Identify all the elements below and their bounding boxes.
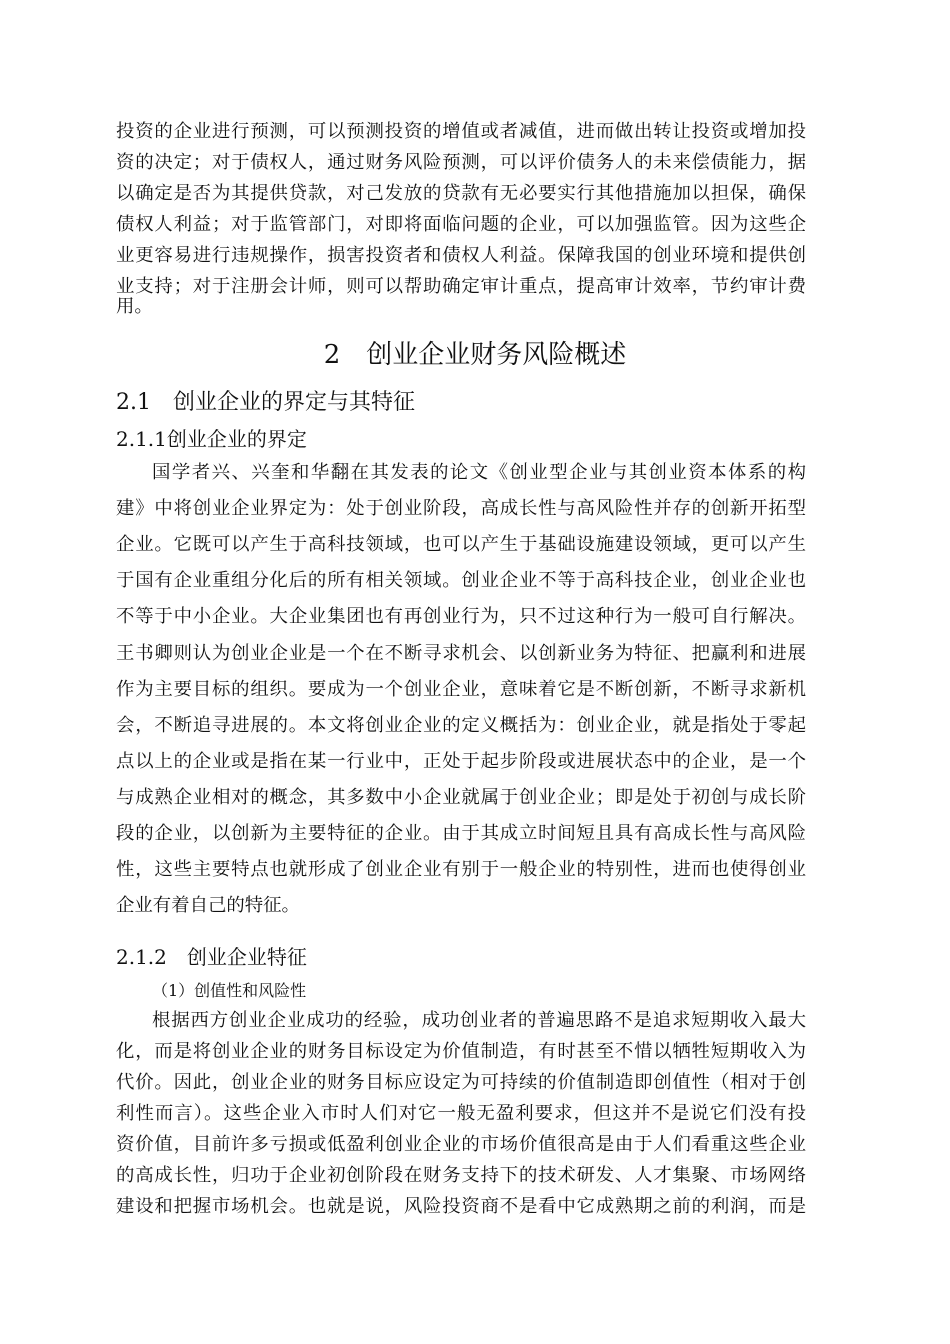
paragraph-line: 不等于中小企业。大企业集团也有再创业行为，只不过这种行为一般可自行解决。 (116, 606, 806, 627)
paragraph-line: 根据西方创业企业成功的经验，成功创业者的普遍思路不是追求短期收入最大 (152, 1010, 806, 1031)
paragraph-line: 王书卿则认为创业企业是一个在不断寻求机会、以创新业务为特征、把赢利和进展 (116, 643, 806, 664)
paragraph-line: 段的企业，以创新为主要特征的企业。由于其成立时间短且具有高成长性与高风险 (116, 823, 806, 844)
item-heading: （1）创值性和风险性 (152, 981, 307, 1000)
paragraph-line: 国学者兴、兴奎和华翻在其发表的论文《创业型企业与其创业资本体系的构 (152, 462, 806, 483)
chapter-title: 2 创业企业财务风险概述 (323, 340, 627, 370)
paragraph-line: 于国有企业重组分化后的所有相关领域。创业企业不等于高科技企业，创业企业也 (116, 570, 806, 591)
paragraph-line: 企业。它既可以产生于高科技领域，也可以产生于基础设施建设领域，更可以产生 (116, 534, 806, 555)
paragraph-line: 业支持；对于注册会计师，则可以帮助确定审计重点，提高审计效率，节约审计费 (116, 276, 806, 297)
paragraph-line: 资价值，目前许多亏损或低盈利创业企业的市场价值很高是由于人们看重这些企业 (116, 1134, 806, 1155)
paragraph-line: 代价。因此，创业企业的财务目标应设定为可持续的价值制造即创值性（相对于创 (116, 1072, 806, 1093)
paragraph-line: 资的决定；对于债权人，通过财务风险预测，可以评价债务人的未来偿债能力，据 (116, 152, 806, 173)
paragraph-line: 点以上的企业或是指在某一行业中，正处于起步阶段或进展状态中的企业，是一个 (116, 751, 806, 772)
paragraph-line: 投资的企业进行预测，可以预测投资的增值或者减值，进而做出转让投资或增加投 (116, 121, 806, 142)
paragraph-line: 化，而是将创业企业的财务目标设定为价值制造，有时甚至不惜以牺牲短期收入为 (116, 1041, 806, 1062)
paragraph-line: 利性而言）。这些企业入市时人们对它一般无盈利要求，但这并不是说它们没有投 (116, 1103, 806, 1124)
paragraph-line: 业更容易进行违规操作，损害投资者和债权人利益。保障我国的创业环境和提供创 (116, 245, 806, 266)
paragraph-line: 建》中将创业企业界定为：处于创业阶段，高成长性与高风险性并存的创新开拓型 (116, 498, 806, 519)
paragraph-line: 建设和把握市场机会。也就是说，风险投资商不是看中它成熟期之前的利润，而是 (116, 1196, 806, 1217)
paragraph-line: 性，这些主要特点也就形成了创业企业有别于一般企业的特别性，进而也使得创业 (116, 859, 806, 880)
paragraph-line: 的高成长性，归功于企业初创阶段在财务支持下的技术研发、人才集聚、市场网络 (116, 1165, 806, 1186)
paragraph-line: 作为主要目标的组织。要成为一个创业企业，意味着它是不断创新，不断寻求新机 (116, 679, 806, 700)
paragraph-line: 会，不断追寻进展的。本文将创业企业的定义概括为：创业企业，就是指处于零起 (116, 715, 806, 736)
subsection-title: 2.1.2 创业企业特征 (116, 945, 307, 969)
paragraph-line: 用。 (116, 296, 153, 317)
subsection-title: 2.1.1创业企业的界定 (116, 427, 307, 451)
paragraph-line: 债权人利益；对于监管部门，对即将面临问题的企业，可以加强监管。因为这些企 (116, 214, 806, 235)
paragraph-line: 以确定是否为其提供贷款，对己发放的贷款有无必要实行其他措施加以担保，确保 (116, 183, 806, 204)
paragraph-line: 与成熟企业相对的概念，其多数中小企业就属于创业企业；即是处于初创与成长阶 (116, 787, 806, 808)
paragraph-line: 企业有着自己的特征。 (116, 895, 300, 916)
section-title: 2.1 创业企业的界定与其特征 (116, 390, 415, 415)
